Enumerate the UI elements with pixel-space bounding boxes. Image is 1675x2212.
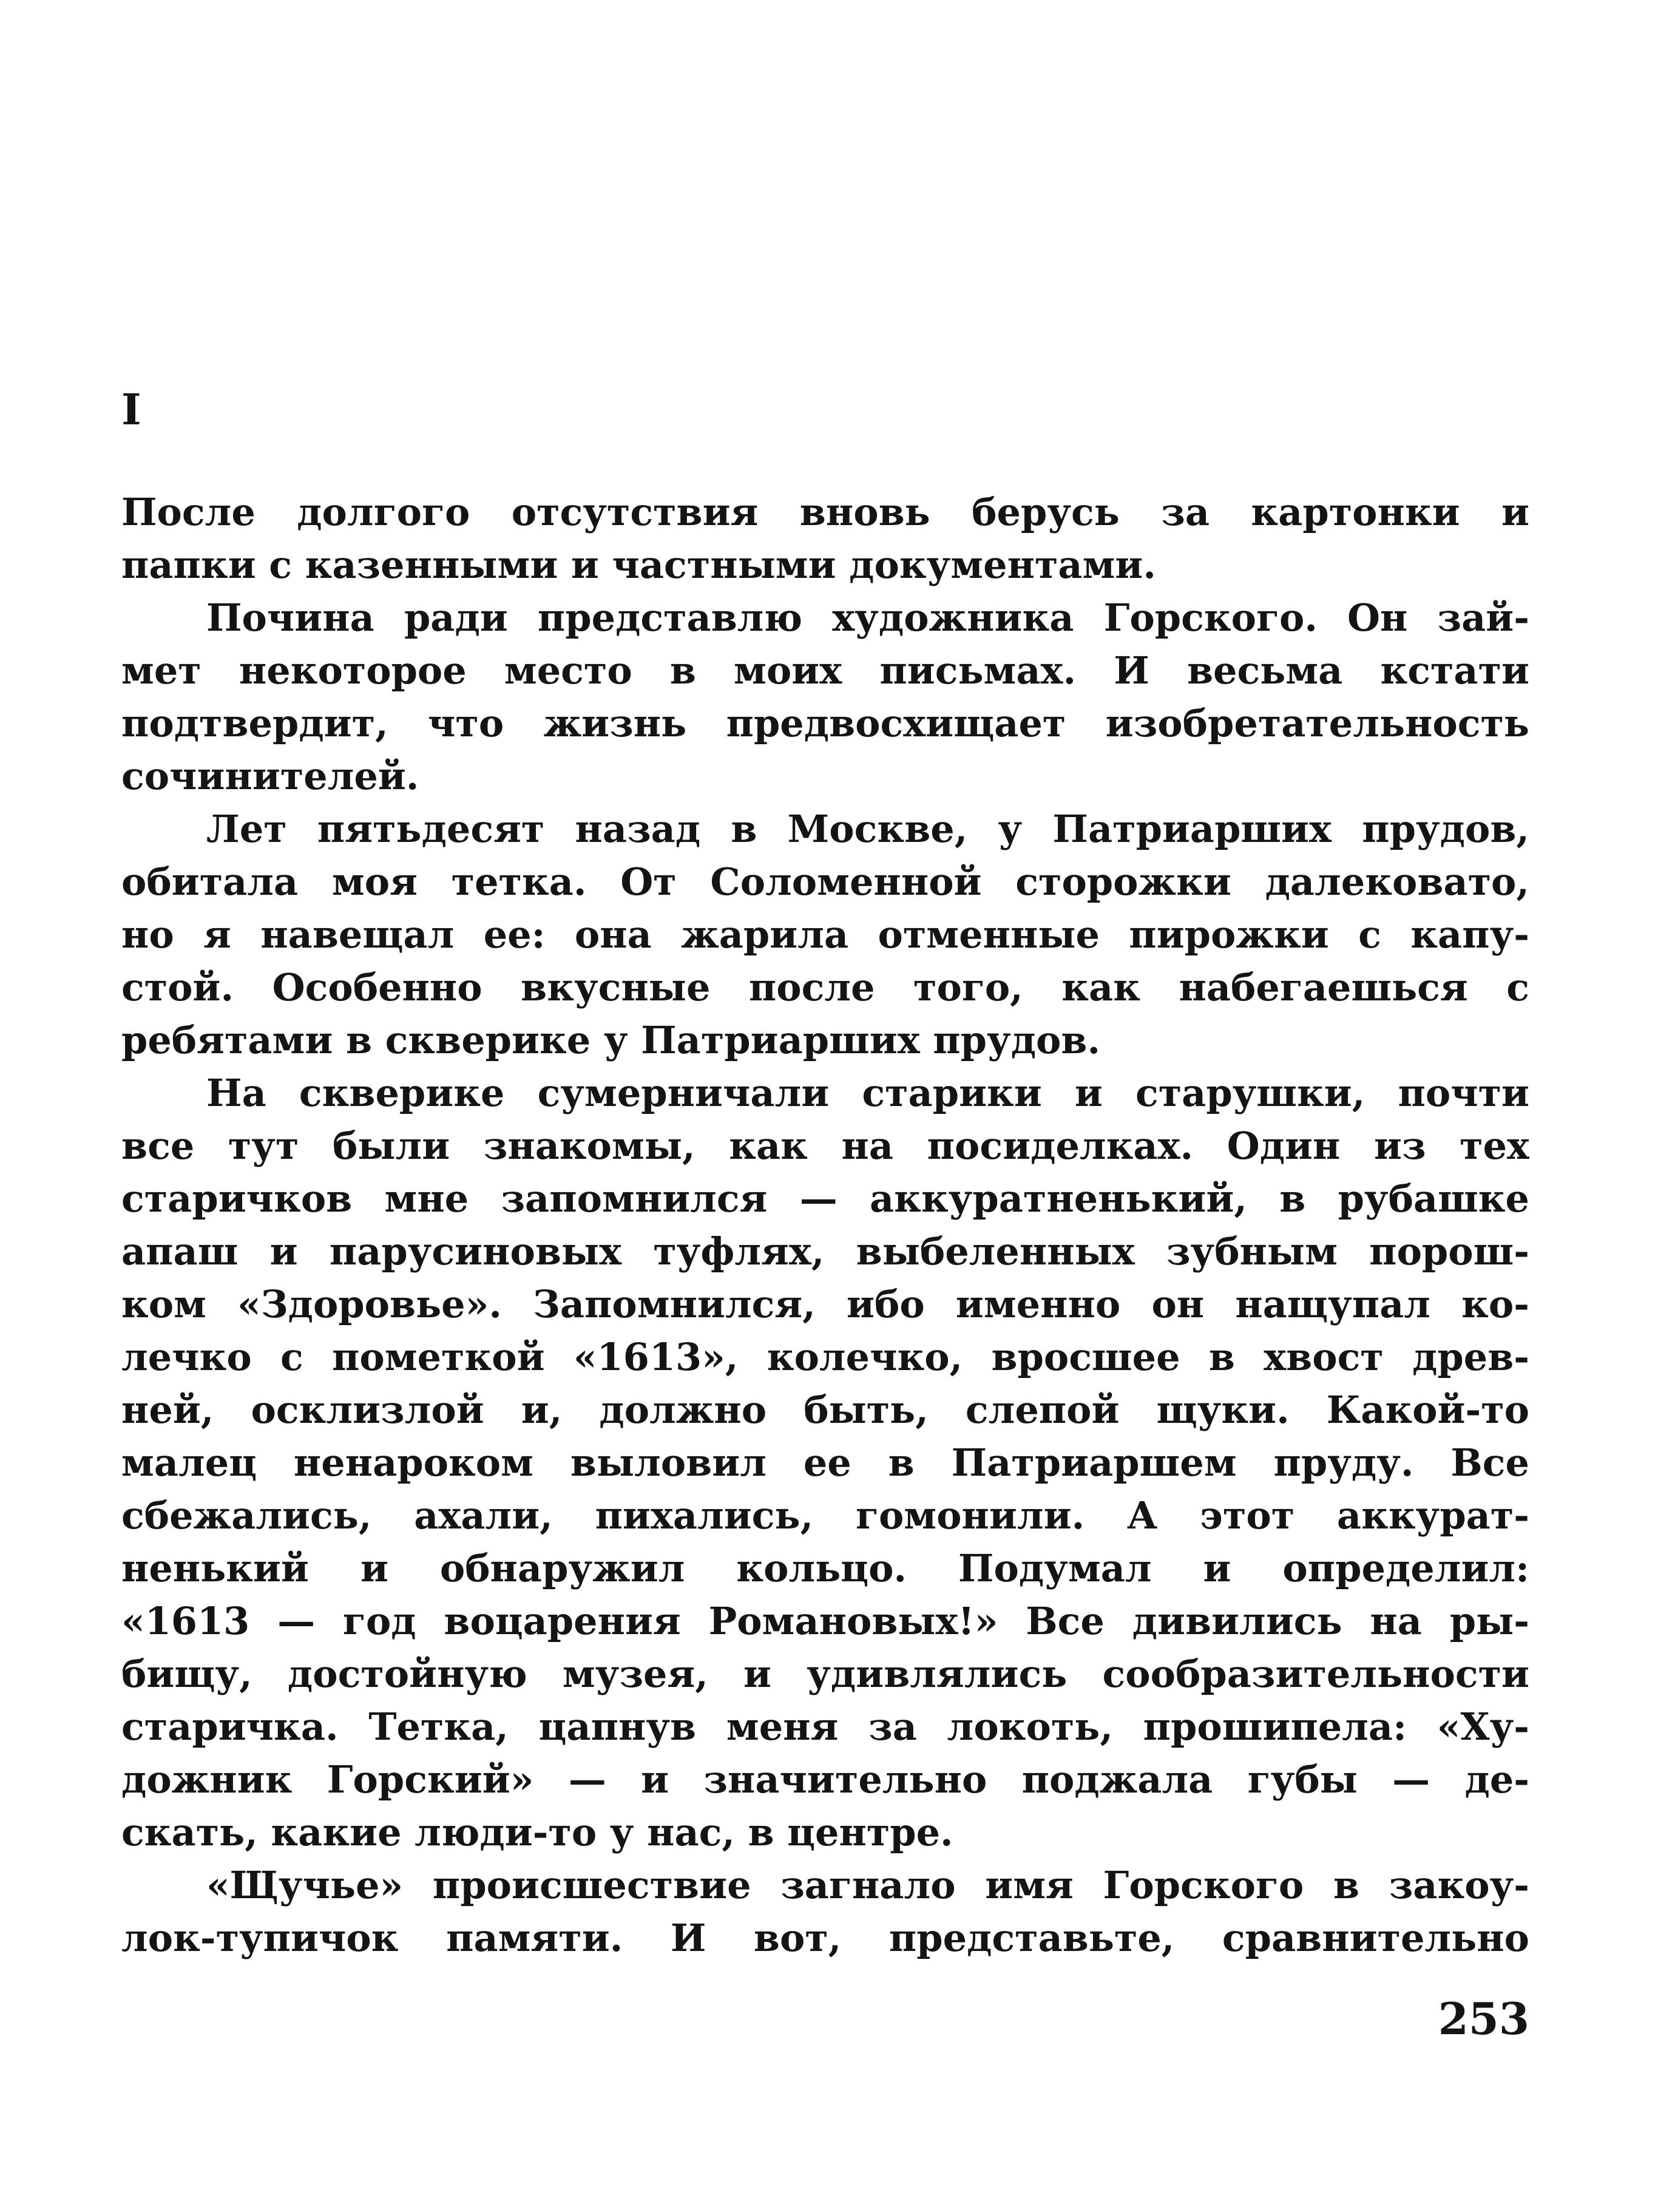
text-line: папки с казенными и частными документами.: [121, 543, 1156, 587]
text-line: сбежались, ахали, пихались, гомонили. А этот аккурат-: [121, 1493, 1529, 1538]
text-line: скать, какие люди-то у нас, в центре.: [121, 1810, 953, 1854]
text-line: Почина ради представлю художника Горского. Он зай-: [206, 595, 1529, 640]
text-line: лок-тупичок памяти. И вот, представьте, сравнительно: [121, 1916, 1529, 1960]
text-line: обитала моя тетка. От Соломенной сторожки далековато,: [121, 860, 1529, 904]
text-line: После долгого отсутствия вновь берусь за картонки и: [121, 490, 1529, 534]
text-line: все тут были знакомы, как на посиделках. Один из тех: [121, 1124, 1529, 1168]
text-line: «Щучье» происшествие загнало имя Горского в закоу-: [206, 1863, 1529, 1907]
text-line: подтвердит, что жизнь предвосхищает изобретательность: [121, 701, 1529, 745]
chapter-number: I: [121, 384, 141, 435]
text-line: дожник Горский» — и значительно поджала губы — де-: [121, 1757, 1529, 1802]
text-line: ней, осклизлой и, должно быть, слепой щуки. Какой-то: [121, 1388, 1529, 1432]
text-line: сочинителей.: [121, 754, 419, 798]
paragraph: [121, 591, 1529, 802]
paragraph: [121, 1859, 1529, 1964]
paragraph: [121, 1067, 1529, 1859]
text-line: лечко с пометкой «1613», колечко, вросшее в хвост древ-: [121, 1335, 1529, 1379]
text-line: ненький и обнаружил кольцо. Подумал и определил:: [121, 1546, 1529, 1590]
text-line: ком «Здоровье». Запомнился, ибо именно он нащупал ко-: [121, 1282, 1529, 1326]
page-number: 253: [1438, 1993, 1529, 2044]
text-line: бищу, достойную музея, и удивлялись сообразительности: [121, 1652, 1529, 1696]
paragraph: [121, 802, 1529, 1067]
text-line: Лет пятьдесят назад в Москве, у Патриарших прудов,: [206, 807, 1529, 851]
body-text: [121, 486, 1529, 1964]
text-line: стой. Особенно вкусные после того, как набегаешься с: [121, 965, 1529, 1009]
text-line: «1613 — год воцарения Романовых!» Все дивились на ры-: [121, 1599, 1529, 1643]
text-line: но я навещал ее: она жарила отменные пирожки с капу-: [121, 912, 1529, 957]
paragraph: [121, 486, 1529, 591]
text-line: ребятами в скверике у Патриарших прудов.: [121, 1018, 1101, 1062]
text-line: малец ненароком выловил ее в Патриаршем пруду. Все: [121, 1440, 1529, 1485]
text-line: На скверике сумерничали старики и старушки, почти: [206, 1071, 1529, 1115]
text-line: мет некоторое место в моих письмах. И весьма кстати: [121, 648, 1529, 693]
text-line: старичков мне запомнился — аккуратненький, в рубашке: [121, 1176, 1529, 1221]
text-line: старичка. Тетка, цапнув меня за локоть, прошипела: «Ху-: [121, 1705, 1529, 1749]
text-line: апаш и парусиновых туфлях, выбеленных зубным порош-: [121, 1229, 1529, 1274]
